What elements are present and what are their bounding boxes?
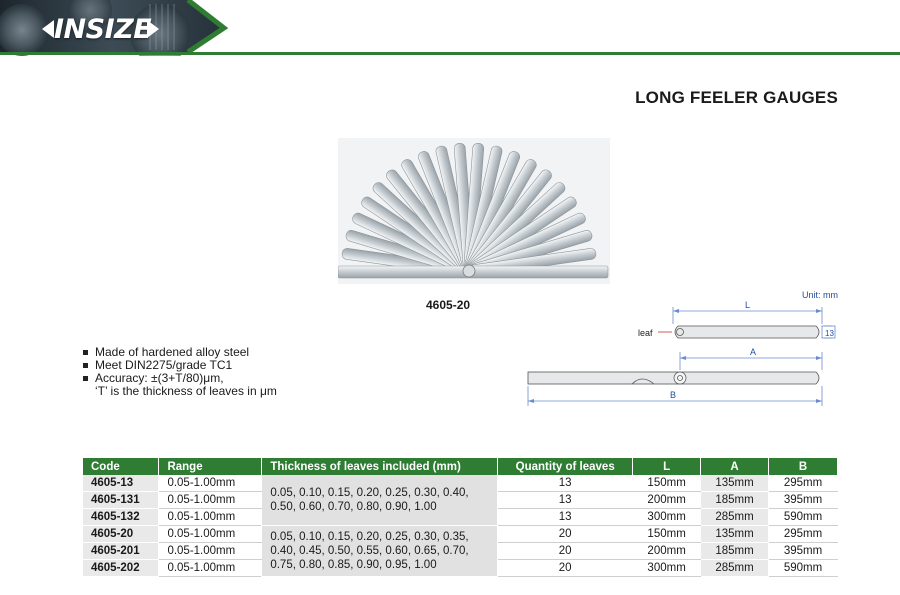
product-photo (338, 138, 610, 284)
feature-item-continuation: ‘T’ is the thickness of leaves in μm (95, 384, 277, 398)
cell-quantity: 20 (498, 526, 633, 543)
cell-code: 4605-202 (83, 560, 159, 577)
arrow-right-icon (147, 20, 159, 38)
table-row (83, 475, 838, 492)
arrow-left-icon (42, 20, 54, 38)
cell-quantity: 13 (498, 509, 633, 526)
column-header: A (701, 458, 769, 475)
cell-thickness: 0.05, 0.10, 0.15, 0.20, 0.25, 0.30, 0.40, 0.50, 0.60, 0.70, 0.80, 0.90, 1.00 (262, 475, 498, 526)
bullet-icon (83, 363, 88, 368)
feature-list (82, 346, 277, 398)
bullet-icon (83, 350, 88, 355)
column-header: Code (83, 458, 159, 475)
column-header: B (769, 458, 838, 475)
banner-rule (0, 52, 900, 55)
cell-l: 200mm (633, 492, 701, 509)
table-row (83, 526, 838, 543)
cell-range: 0.05-1.00mm (159, 560, 262, 577)
cell-a: 135mm (701, 526, 769, 543)
cell-code: 4605-201 (83, 543, 159, 560)
column-header: Quantity of leaves (498, 458, 633, 475)
cell-thickness: 0.05, 0.10, 0.15, 0.20, 0.25, 0.30, 0.35, 0.40, 0.45, 0.50, 0.55, 0.60, 0.65, 0.70, 0.75, 0.80, 0.85, 0.90, 0.95, 1.00 (262, 526, 498, 577)
cell-range: 0.05-1.00mm (159, 509, 262, 526)
cell-a: 135mm (701, 475, 769, 492)
dimension-a-label: A (750, 347, 757, 357)
column-header: Range (159, 458, 262, 475)
spec-table (83, 458, 838, 577)
cell-b: 395mm (769, 492, 838, 509)
cell-quantity: 13 (498, 492, 633, 509)
dimension-l-label: L (745, 300, 751, 310)
cell-range: 0.05-1.00mm (159, 475, 262, 492)
cell-quantity: 20 (498, 543, 633, 560)
leaf-label: leaf (638, 328, 653, 338)
photo-caption: 4605-20 (426, 298, 471, 312)
cell-range: 0.05-1.00mm (159, 526, 262, 543)
cell-l: 150mm (633, 475, 701, 492)
cell-l: 200mm (633, 543, 701, 560)
cell-b: 590mm (769, 509, 838, 526)
cell-l: 300mm (633, 560, 701, 577)
cell-b: 395mm (769, 543, 838, 560)
brand-logo: INSIZE (54, 14, 152, 45)
header-banner (0, 0, 900, 56)
technical-drawing (520, 286, 840, 411)
cell-code: 4605-131 (83, 492, 159, 509)
cell-range: 0.05-1.00mm (159, 492, 262, 509)
column-header: L (633, 458, 701, 475)
cell-a: 185mm (701, 492, 769, 509)
cell-b: 295mm (769, 526, 838, 543)
cell-b: 590mm (769, 560, 838, 577)
cell-quantity: 20 (498, 560, 633, 577)
feature-item: Accuracy: ±(3+T/80)μm, (82, 372, 277, 385)
feature-item: Meet DIN2275/grade TC1 (82, 359, 277, 372)
cell-code: 4605-132 (83, 509, 159, 526)
cell-l: 300mm (633, 509, 701, 526)
page-title: LONG FEELER GAUGES (635, 88, 838, 107)
cell-code: 4605-13 (83, 475, 159, 492)
cell-b: 295mm (769, 475, 838, 492)
cell-range: 0.05-1.00mm (159, 543, 262, 560)
table-header-row (83, 458, 838, 475)
cell-quantity: 13 (498, 475, 633, 492)
dimension-13-label: 13 (825, 329, 834, 338)
cell-code: 4605-20 (83, 526, 159, 543)
dimension-b-label: B (670, 390, 677, 400)
column-header: Thickness of leaves included (mm) (262, 458, 498, 475)
unit-label: Unit: mm (802, 290, 838, 300)
cell-l: 150mm (633, 526, 701, 543)
cell-a: 285mm (701, 560, 769, 577)
bullet-icon (83, 376, 88, 381)
feature-item: Made of hardened alloy steel (82, 346, 277, 359)
cell-a: 285mm (701, 509, 769, 526)
cell-a: 185mm (701, 543, 769, 560)
